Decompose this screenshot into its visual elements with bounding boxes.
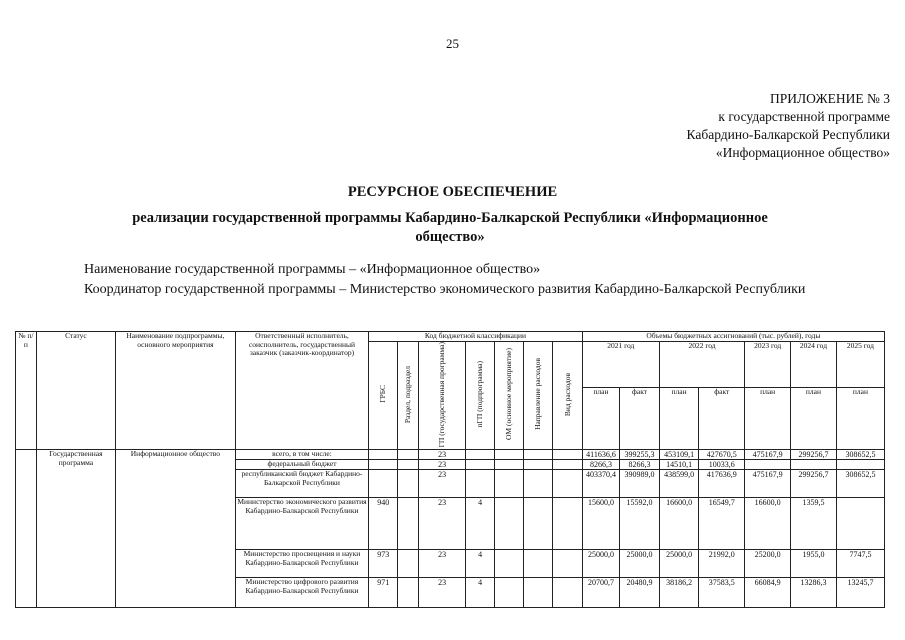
cell-p2021: 411636,6 [582, 450, 620, 460]
cell-pgp: 4 [466, 550, 495, 578]
cell-pgp [466, 460, 495, 470]
cell-empty [398, 578, 419, 608]
cell-f2022: 427670,5 [699, 450, 745, 460]
cell-gp: 23 [419, 460, 466, 470]
cell-empty [495, 450, 524, 460]
cell-executor: федеральный бюджет [235, 460, 368, 470]
cell-p2022: 453109,1 [659, 450, 699, 460]
cell-empty [495, 498, 524, 550]
header-plan-2024: план [791, 388, 837, 450]
cell-gp: 23 [419, 450, 466, 460]
cell-empty [524, 578, 553, 608]
appendix-line-4: «Информационное общество» [715, 145, 890, 160]
header-fact-2022: факт [699, 388, 745, 450]
cell-gp: 23 [419, 470, 466, 498]
cell-p2025 [836, 460, 884, 470]
cell-p2021: 20700,7 [582, 578, 620, 608]
program-name-line: Наименование государственной программы – «Информационное общество» [84, 262, 541, 277]
cell-pgp: 4 [466, 578, 495, 608]
cell-empty [495, 578, 524, 608]
cell-empty [553, 550, 582, 578]
cell-p2025: 308652,5 [836, 470, 884, 498]
header-direction: Направление расходов [524, 341, 553, 450]
cell-p2021: 403370,4 [582, 470, 620, 498]
cell-f2022: 21992,0 [699, 550, 745, 578]
cell-gp: 23 [419, 578, 466, 608]
cell-p2025 [836, 498, 884, 550]
cell-empty [553, 470, 582, 498]
cell-p2022: 16600,0 [659, 498, 699, 550]
cell-f2021: 399255,3 [620, 450, 660, 460]
cell-p2023: 25200,0 [745, 550, 791, 578]
resource-table [15, 331, 885, 608]
cell-f2021: 390989,0 [620, 470, 660, 498]
cell-gp: 23 [419, 550, 466, 578]
header-om: ОМ (основное мероприятие) [495, 341, 524, 450]
header-num: № п/п [16, 332, 37, 450]
cell-grbs [369, 460, 398, 470]
header-name: Наименование подпрограммы, основного мероприятия [116, 332, 236, 450]
cell-program: Информационное общество [116, 450, 236, 608]
cell-grbs: 940 [369, 498, 398, 550]
header-executor: Ответственный исполнитель, соисполнитель, государственный заказчик (заказчик-координатор) [235, 332, 368, 450]
cell-p2022: 25000,0 [659, 550, 699, 578]
cell-empty [524, 470, 553, 498]
appendix-line-1: ПРИЛОЖЕНИЕ № 3 [769, 91, 890, 106]
cell-empty [553, 578, 582, 608]
cell-empty [553, 460, 582, 470]
header-plan-2023: план [745, 388, 791, 450]
cell-f2021: 8266,3 [620, 460, 660, 470]
cell-status: Государственная программа [36, 450, 115, 608]
cell-pgp [466, 470, 495, 498]
cell-pgp: 4 [466, 498, 495, 550]
cell-f2022: 16549,7 [699, 498, 745, 550]
cell-p2024: 1359,5 [791, 498, 837, 550]
document-title: РЕСУРСНОЕ ОБЕСПЕЧЕНИЕ [347, 184, 558, 200]
header-plan-2022: план [659, 388, 699, 450]
cell-grbs [369, 470, 398, 498]
cell-empty [553, 498, 582, 550]
cell-gp: 23 [419, 498, 466, 550]
header-plan-2025: план [836, 388, 884, 450]
cell-empty [495, 470, 524, 498]
appendix-header [560, 90, 890, 162]
cell-f2022: 37583,5 [699, 578, 745, 608]
cell-empty [398, 450, 419, 460]
cell-p2021: 15600,0 [582, 498, 620, 550]
cell-p2024: 299256,7 [791, 450, 837, 460]
cell-p2022: 438599,0 [659, 470, 699, 498]
cell-f2021: 15592,0 [620, 498, 660, 550]
cell-empty [553, 450, 582, 460]
coordinator-line: Координатор государственной программы – Министерство экономического развития Кабардино-Балкарской Республики [84, 282, 806, 297]
header-year-2022: 2022 год [659, 341, 744, 388]
cell-empty [495, 460, 524, 470]
header-pgp: пГП (подпрограмма) [466, 341, 495, 450]
cell-empty [524, 498, 553, 550]
cell-empty [495, 550, 524, 578]
appendix-line-2: к государственной программе [718, 109, 890, 124]
header-section: Раздел, подраздел [398, 341, 419, 450]
cell-num [16, 450, 37, 608]
header-gp: ГП (государственная программа) [419, 341, 466, 450]
header-budget-code: Код бюджетной классификации [369, 332, 583, 342]
cell-executor: Министерство просвещения и науки Кабардино-Балкарской Республики [235, 550, 368, 578]
cell-p2024: 299256,7 [791, 470, 837, 498]
cell-empty [398, 550, 419, 578]
header-year-2023: 2023 год [745, 341, 791, 388]
header-status: Статус [36, 332, 115, 450]
cell-p2023 [745, 460, 791, 470]
table-row [16, 450, 885, 460]
cell-grbs: 971 [369, 578, 398, 608]
header-volumes: Объемы бюджетных ассигнований (тыс. рублей), годы [582, 332, 884, 342]
document-subtitle: реализации государственной программы Кабардино-Балкарской Республики «Информационное общество» [132, 210, 768, 245]
cell-executor: Министерство экономического развития Кабардино-Балкарской Республики [235, 498, 368, 550]
header-year-2024: 2024 год [791, 341, 837, 388]
header-fact-2021: факт [620, 388, 660, 450]
cell-p2025: 13245,7 [836, 578, 884, 608]
cell-p2024 [791, 460, 837, 470]
cell-empty [524, 550, 553, 578]
cell-pgp [466, 450, 495, 460]
cell-grbs: 973 [369, 550, 398, 578]
cell-p2025: 7747,5 [836, 550, 884, 578]
cell-empty [398, 460, 419, 470]
cell-p2024: 13286,3 [791, 578, 837, 608]
cell-p2022: 14510,1 [659, 460, 699, 470]
cell-f2021: 20480,9 [620, 578, 660, 608]
cell-p2025: 308652,5 [836, 450, 884, 460]
header-year-2021: 2021 год [582, 341, 659, 388]
header-year-2025: 2025 год [836, 341, 884, 388]
cell-executor: республиканский бюджет Кабардино-Балкарской Республики [235, 470, 368, 498]
cell-p2023: 66084,9 [745, 578, 791, 608]
cell-p2021: 8266,3 [582, 460, 620, 470]
cell-p2023: 475167,9 [745, 450, 791, 460]
cell-p2023: 475167,9 [745, 470, 791, 498]
cell-f2021: 25000,0 [620, 550, 660, 578]
cell-empty [524, 450, 553, 460]
cell-empty [398, 470, 419, 498]
cell-p2023: 16600,0 [745, 498, 791, 550]
cell-f2022: 417636,9 [699, 470, 745, 498]
cell-f2022: 10033,6 [699, 460, 745, 470]
header-expense-type: Вид расходов [553, 341, 582, 450]
cell-empty [398, 498, 419, 550]
appendix-line-3: Кабардино-Балкарской Республики [686, 127, 890, 142]
cell-executor: всего, в том числе: [235, 450, 368, 460]
cell-p2021: 25000,0 [582, 550, 620, 578]
cell-executor: Министерство цифрового развития Кабардино-Балкарской Республики [235, 578, 368, 608]
header-grbs: ГРБС [369, 341, 398, 450]
cell-p2022: 38186,2 [659, 578, 699, 608]
cell-empty [524, 460, 553, 470]
cell-p2024: 1955,0 [791, 550, 837, 578]
cell-grbs [369, 450, 398, 460]
header-plan-2021: план [582, 388, 620, 450]
page-number: 25 [446, 36, 459, 51]
